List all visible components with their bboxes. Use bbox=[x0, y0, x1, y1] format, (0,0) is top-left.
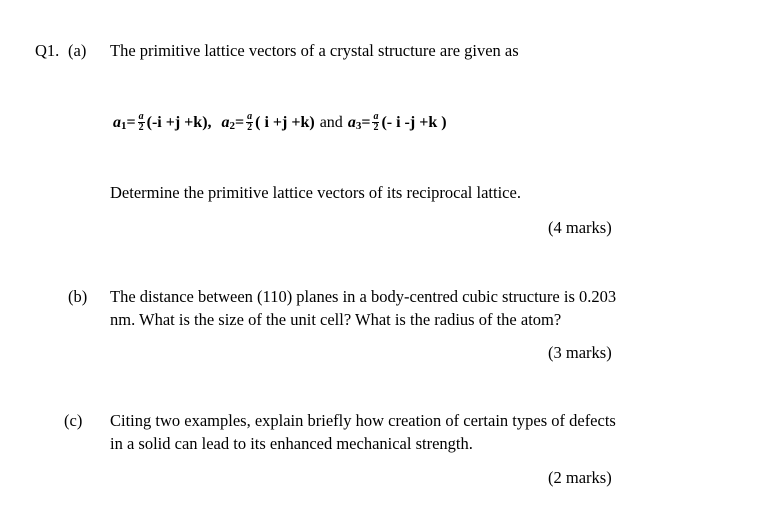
fraction-a-over-2: $\frac{a}{2}$ bbox=[373, 111, 379, 133]
equals-sign: = bbox=[361, 113, 371, 131]
fraction-a-over-2: $\frac{a}{2}$ bbox=[138, 111, 144, 133]
vector-a2-symbol: a bbox=[221, 113, 230, 131]
vector-a3-symbol: a bbox=[347, 113, 356, 131]
fraction-a-over-2: $\frac{a}{2}$ bbox=[247, 111, 253, 133]
vector-a1-subscript: 1 bbox=[121, 119, 127, 132]
separator-comma: , bbox=[207, 113, 212, 131]
part-b-line-1: The distance between (110) planes in a body-centred cubic structure is 0.203 bbox=[110, 287, 617, 306]
equals-sign: = bbox=[126, 113, 136, 131]
part-a-intro: The primitive lattice vectors of a crystal structure are given as bbox=[110, 41, 519, 60]
part-b-label: (b) bbox=[68, 287, 88, 306]
part-a-marks: (4 marks) bbox=[548, 218, 612, 237]
equals-sign: = bbox=[235, 113, 245, 131]
vector-a1-symbol: a bbox=[113, 113, 121, 131]
part-c-label: (c) bbox=[64, 411, 83, 430]
part-a-task: Determine the primitive lattice vectors of its reciprocal lattice. bbox=[110, 183, 521, 202]
question-number: Q1. bbox=[35, 41, 60, 60]
part-c-line-2: in a solid can lead to its enhanced mechanical strength. bbox=[110, 434, 473, 453]
vector-a2-expression: ( i +j +k) bbox=[255, 113, 315, 131]
vector-a2-subscript: 2 bbox=[229, 119, 236, 132]
separator-and: and bbox=[319, 113, 343, 131]
part-b-marks: (3 marks) bbox=[548, 343, 612, 362]
part-c-line-1: Citing two examples, explain briefly how creation of certain types of defects bbox=[110, 411, 616, 430]
part-a-label: (a) bbox=[68, 41, 87, 60]
vector-a1-expression: (-i +j +k) bbox=[146, 113, 208, 131]
vector-a3-subscript: 3 bbox=[355, 119, 362, 132]
part-c-marks: (2 marks) bbox=[548, 468, 612, 487]
lattice-vectors-equation bbox=[113, 112, 447, 133]
part-b-line-2: nm. What is the size of the unit cell? What is the radius of the atom? bbox=[110, 310, 562, 329]
vector-a3-expression: (- i -j +k ) bbox=[381, 113, 447, 131]
